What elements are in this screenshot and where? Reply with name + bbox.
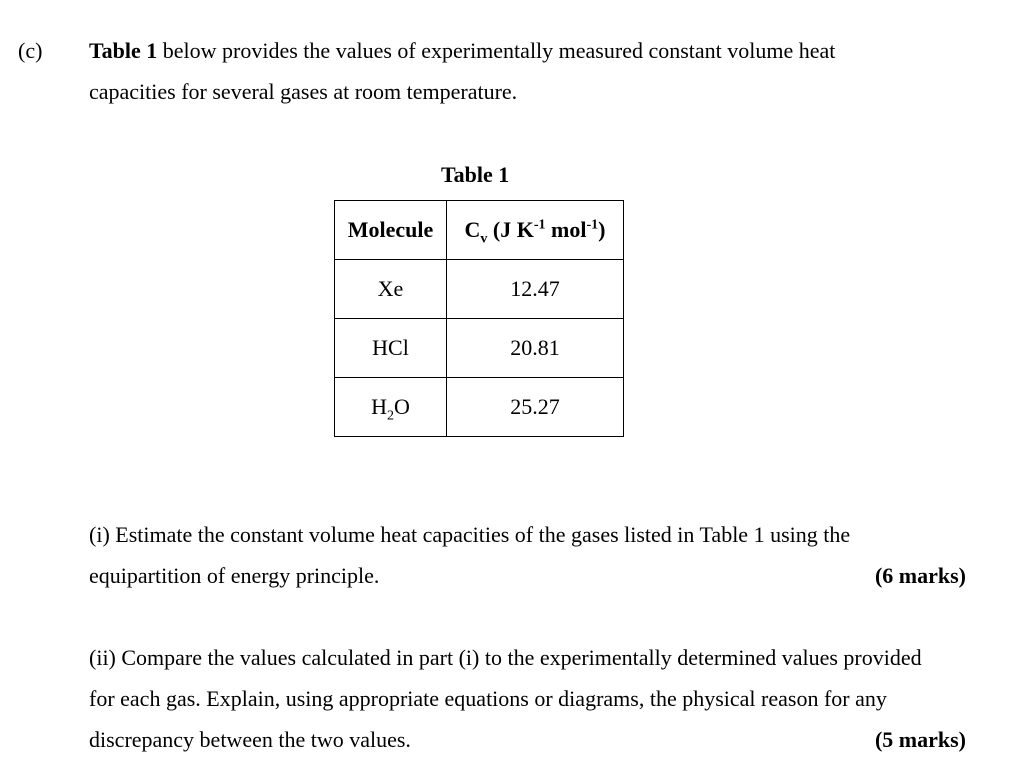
question-ii-marks: (5 marks) <box>874 727 966 752</box>
molecule-cell: $H_2O$ <box>335 378 447 437</box>
question-ii-line-1: (ii) Compare the values calculated in part (i) to the experimentally determined values provided <box>89 645 922 670</box>
header-molecule: Molecule <box>335 201 447 260</box>
table-header-row <box>335 201 624 260</box>
cv-value-cell: 12.47 <box>447 260 624 319</box>
table-row <box>335 260 624 319</box>
molecule-cell: HCl <box>335 319 447 378</box>
table-title: Table 1 <box>441 162 510 187</box>
question-i-marks: (6 marks) <box>874 563 966 588</box>
table-row <box>335 319 624 378</box>
part-label: (c) <box>18 38 43 63</box>
intro-line-1 <box>89 38 835 64</box>
intro-line-2: capacities for several gases at room temperature. <box>89 79 518 104</box>
table-row <box>335 378 624 437</box>
cv-value-cell: 20.81 <box>447 319 624 378</box>
header-cv: $C_v$ (J $K^{-1}$ mol$^{-1}$) <box>447 201 624 260</box>
table-ref-bold: Table 1 <box>89 38 158 63</box>
question-i-line-1: (i) Estimate the constant volume heat capacities of the gases listed in Table 1 using the <box>89 522 851 547</box>
question-ii-line-3: discrepancy between the two values. <box>89 727 411 752</box>
molecule-cell: Xe <box>335 260 447 319</box>
question-i-line-2: equipartition of energy principle. <box>89 563 380 588</box>
heat-capacity-table <box>334 200 624 437</box>
cv-value-cell: 25.27 <box>447 378 624 437</box>
intro-text-1: below provides the values of experimentally measured constant volume heat <box>157 38 836 63</box>
question-ii-line-2: for each gas. Explain, using appropriate equations or diagrams, the physical reason for any <box>89 686 887 711</box>
